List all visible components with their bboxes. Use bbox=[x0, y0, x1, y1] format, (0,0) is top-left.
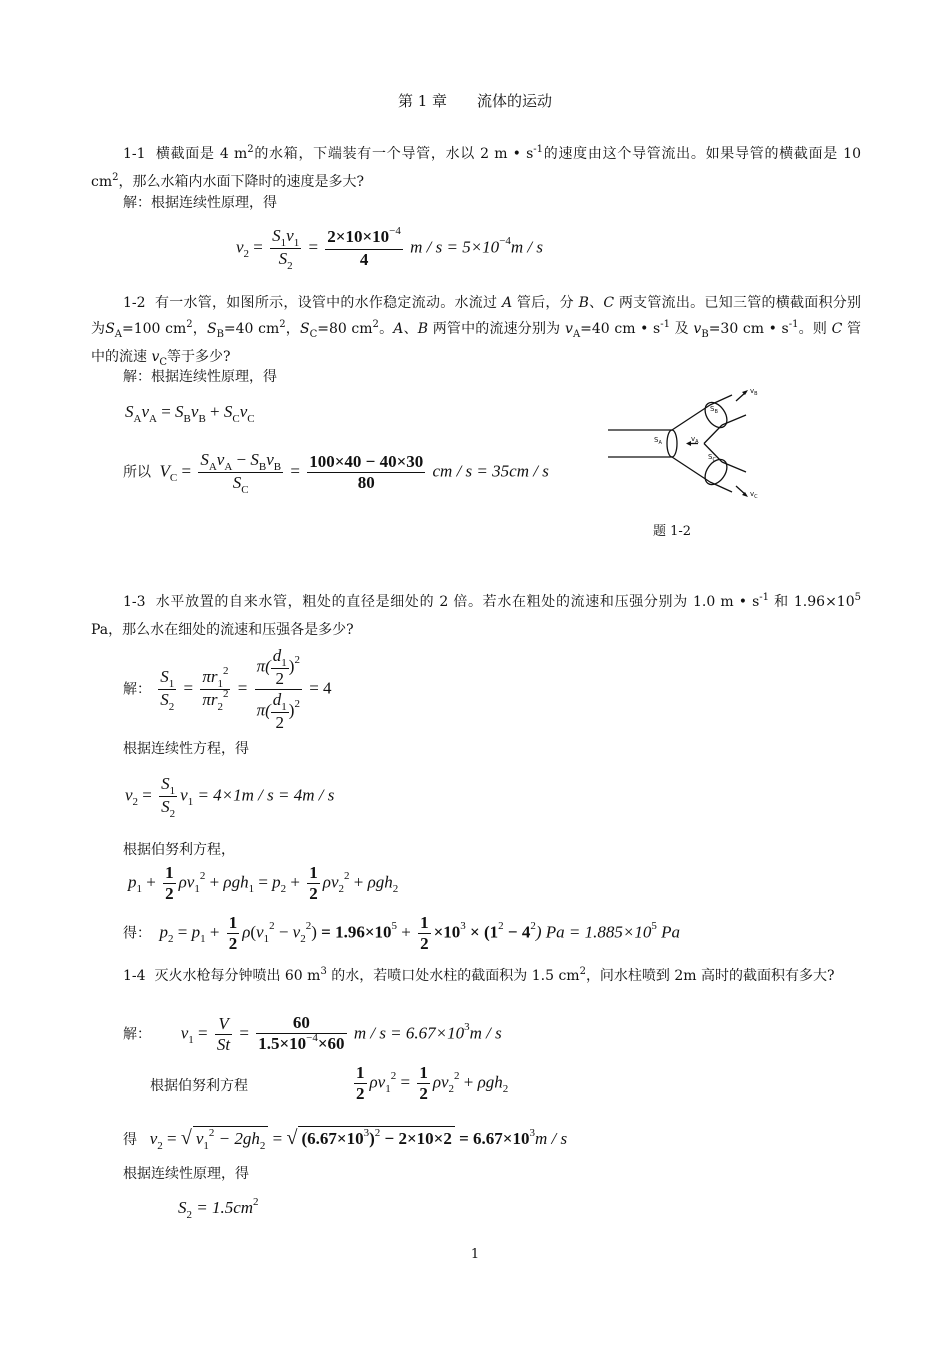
text-fragment: 2 bbox=[132, 796, 139, 809]
text-fragment: v bbox=[190, 402, 199, 421]
text-fragment: A bbox=[114, 329, 123, 340]
text-fragment: ， bbox=[285, 321, 300, 337]
text-fragment: = 4 bbox=[309, 678, 332, 698]
text-fragment: 5 bbox=[651, 920, 657, 933]
text-fragment: m / s bbox=[469, 1023, 502, 1043]
text-fragment: A bbox=[224, 461, 233, 473]
text-fragment: 2 bbox=[498, 920, 504, 933]
solution-label-1-2: 解：根据连续性原理，得 bbox=[123, 369, 277, 385]
text-fragment: = bbox=[156, 402, 176, 421]
text-fragment: 3 bbox=[464, 1021, 470, 1034]
continuity-label-1-4: 根据连续性原理，得 bbox=[123, 1166, 249, 1182]
text-fragment: ρ bbox=[369, 1072, 378, 1092]
text-fragment: A bbox=[572, 329, 581, 340]
text-fragment: C bbox=[169, 472, 178, 485]
text-fragment: =40 cm bbox=[223, 321, 280, 337]
text-fragment: v bbox=[151, 349, 160, 365]
text-fragment: 所以 bbox=[123, 464, 151, 481]
text-fragment: v bbox=[440, 1072, 449, 1092]
pipe-diagram bbox=[600, 383, 790, 501]
text-fragment: V bbox=[218, 1014, 229, 1033]
text-fragment: v bbox=[186, 872, 195, 892]
chapter-number: 第 1 章 bbox=[397, 92, 448, 110]
text-fragment: S bbox=[272, 226, 281, 245]
text-fragment: 2 bbox=[222, 688, 229, 700]
text-fragment: 2 bbox=[287, 260, 293, 272]
text-fragment: C bbox=[159, 357, 168, 368]
text-fragment: v bbox=[266, 450, 274, 469]
text-fragment: p bbox=[128, 872, 137, 892]
equation-1-6: $p_1$ + $\frac{1}{2}$ $\rho v_1^2 + \rho gh_1 = p_2$ + $\frac{1}{2}$ $\rho v_2^2 + \rho gh_2$ bbox=[128, 863, 399, 903]
text-fragment: C bbox=[247, 413, 255, 425]
text-fragment: 2 bbox=[420, 934, 429, 953]
text-fragment: B bbox=[701, 329, 709, 340]
text-fragment: B bbox=[198, 413, 206, 425]
text-fragment: =80 cm bbox=[317, 321, 373, 337]
text-fragment: d bbox=[272, 646, 282, 665]
text-fragment: 1.5×10 bbox=[258, 1034, 307, 1053]
text-fragment: 及 bbox=[669, 321, 694, 337]
text-fragment: S bbox=[161, 774, 170, 793]
text-fragment: π( bbox=[256, 700, 271, 720]
text-fragment: 2 bbox=[247, 144, 254, 155]
text-fragment: C bbox=[241, 484, 249, 496]
text-fragment: ，问水柱喷到 2m 高时的截面积有多大? bbox=[585, 968, 835, 984]
text-fragment: 2 bbox=[275, 713, 285, 732]
text-fragment: C bbox=[309, 329, 318, 340]
text-fragment: π( bbox=[256, 656, 271, 676]
problem-1-2 bbox=[91, 290, 861, 372]
text-fragment: ρgh bbox=[477, 1072, 503, 1092]
text-fragment: 管后，分 bbox=[516, 295, 574, 311]
text-fragment: 100×40 − 40×30 bbox=[309, 452, 424, 471]
text-fragment: ，那么水箱内水面下降时的速度是多大? bbox=[118, 174, 365, 190]
text-fragment: 60 bbox=[292, 1013, 310, 1032]
text-fragment: v bbox=[292, 922, 301, 942]
text-fragment: S bbox=[178, 1198, 187, 1217]
problem-1-4 bbox=[91, 963, 861, 991]
equation-1-7: 得： $p_2 = p_1$ + $\frac{1}{2}$ $\rho(v_1^2 - v_2^2) = 1.96\times 10^5$ + $\frac{1}{2}$ $\times 10^3 \times (1^2 - 4^2) Pa = 1.885\times 10^5$ Pa bbox=[123, 913, 680, 953]
text-fragment: 2 bbox=[300, 933, 306, 946]
text-fragment: V bbox=[159, 461, 170, 481]
text-fragment: v bbox=[330, 872, 339, 892]
text-fragment: 2 bbox=[280, 883, 287, 896]
text-fragment: 1 bbox=[200, 933, 206, 946]
text-fragment: 两支管流出。已知三管的横截面积分别为 bbox=[91, 295, 862, 337]
text-fragment: ) bbox=[369, 1129, 375, 1148]
text-fragment: ρ bbox=[242, 922, 251, 942]
equation-1-1: $v_2$ = $\frac{S_1v_1}{S_2}$ = $\frac{2\times 10\times 10^{-4}}{4}$ $m / s = 5\times 10^{-4}m / s$ bbox=[236, 225, 544, 272]
text-fragment: A bbox=[501, 295, 513, 311]
text-fragment: 2 bbox=[112, 172, 119, 183]
text-fragment: = 4×1m / s = 4m / s bbox=[193, 785, 335, 805]
text-fragment: ρ bbox=[322, 872, 331, 892]
text-fragment: d bbox=[272, 690, 282, 709]
chapter-name: 流体的运动 bbox=[477, 92, 553, 110]
text-fragment: 2 bbox=[392, 883, 399, 896]
text-fragment: -1 bbox=[759, 592, 770, 603]
text-fragment: 2 bbox=[186, 1209, 192, 1221]
text-fragment: −4 bbox=[306, 1032, 318, 1044]
text-fragment: B bbox=[578, 295, 589, 311]
text-fragment: 1 bbox=[420, 913, 429, 932]
text-fragment: 1 bbox=[169, 785, 176, 797]
text-fragment: A bbox=[208, 461, 217, 473]
text-fragment: 的水箱，下端装有一个导管，水以 2 m • s bbox=[253, 146, 534, 162]
text-fragment: cm / s = 35cm / s bbox=[432, 461, 549, 481]
text-fragment: − 2gh bbox=[214, 1129, 260, 1148]
text-fragment: 2 bbox=[199, 870, 206, 883]
text-fragment: − 2×10×2 bbox=[380, 1129, 452, 1148]
text-fragment: A bbox=[133, 413, 142, 425]
text-fragment: C bbox=[232, 413, 240, 425]
text-fragment: 2 bbox=[305, 920, 312, 933]
text-fragment: v bbox=[195, 1129, 204, 1148]
text-fragment: 1 bbox=[228, 913, 238, 932]
label-SC: $S_C$ bbox=[708, 453, 716, 463]
text-fragment: 2 bbox=[530, 920, 536, 933]
problem-1-3 bbox=[91, 589, 861, 643]
text-fragment: 2 bbox=[372, 319, 379, 330]
text-fragment: ×60 bbox=[317, 1034, 345, 1053]
problem-number: 1-3 bbox=[123, 594, 146, 610]
text-fragment: S bbox=[232, 473, 242, 492]
equation-1-9: $\frac{1}{2}$ $\rho v_1^2$ = $\frac{1}{2}$ $\rho v_2^2 + \rho gh_2$ bbox=[356, 1063, 509, 1103]
text-fragment: = 1.5cm bbox=[192, 1198, 254, 1217]
text-fragment: 1 bbox=[281, 657, 287, 669]
text-fragment: B bbox=[417, 321, 429, 337]
text-fragment: S bbox=[125, 402, 134, 421]
equation-1-10: 得 $v_2$ = √ $v_1^2 - 2gh_2$ = √ $(6.67\times 10^3)^2 - 2\times 10\times 2 = 6.67\times 10^3m / s$ bbox=[123, 1127, 568, 1152]
solution-label-1-1: 解：根据连续性原理，得 bbox=[123, 195, 277, 211]
text-fragment: v bbox=[236, 237, 244, 257]
text-fragment: 2 bbox=[390, 1070, 397, 1083]
text-fragment: 2 bbox=[217, 701, 223, 713]
text-fragment: m / s = 5×10 bbox=[410, 237, 500, 257]
text-fragment: 3 bbox=[320, 966, 327, 977]
text-fragment: =40 cm • s bbox=[580, 321, 661, 337]
equation-1-4: 解： $\frac{S_1}{S_2}$ = $\frac{\pi r_1^2}{\pi r_2^2}$ = π( $\frac{d_1}{2}$ )$^2$ π( $\frac{d_1}{2}$ )$^2$ = 4 bbox=[123, 646, 332, 732]
text-fragment: 1 bbox=[419, 1063, 428, 1082]
text-fragment: S bbox=[160, 667, 169, 686]
text-fragment: 1 bbox=[217, 678, 223, 690]
problem-number: 1-4 bbox=[123, 968, 146, 984]
text-fragment: A bbox=[149, 413, 157, 425]
text-fragment: 2 bbox=[168, 933, 174, 946]
figure-caption: 题 1-2 bbox=[653, 524, 692, 539]
text-fragment: 1 bbox=[188, 1034, 194, 1047]
text-fragment: C bbox=[831, 321, 843, 337]
text-fragment: p bbox=[159, 922, 168, 942]
text-fragment: S bbox=[223, 402, 233, 421]
text-fragment: 2 bbox=[454, 1070, 460, 1083]
text-fragment: 2 bbox=[502, 1083, 509, 1096]
text-fragment: 2 bbox=[374, 1127, 381, 1139]
text-fragment: 1 bbox=[309, 863, 318, 882]
text-fragment: Pa bbox=[656, 922, 680, 942]
text-fragment: 1 bbox=[293, 237, 300, 249]
text-fragment: 2 bbox=[294, 654, 300, 667]
text-fragment: B bbox=[216, 329, 224, 340]
text-fragment: ) bbox=[288, 700, 295, 720]
text-fragment: 。则 bbox=[798, 321, 828, 337]
text-fragment: v bbox=[256, 922, 264, 942]
label-vA: $v_A$ bbox=[691, 435, 699, 445]
text-fragment: 灭火水枪每分钟喷出 60 m bbox=[154, 968, 321, 984]
text-fragment: S bbox=[161, 797, 170, 816]
text-fragment: 有一水管，如图所示，设管中的水作稳定流动。水流过 bbox=[154, 295, 498, 311]
text-fragment: 1 bbox=[248, 883, 255, 896]
text-fragment: 1 bbox=[263, 933, 270, 946]
text-fragment: S bbox=[250, 450, 259, 469]
text-fragment: 1 bbox=[385, 1083, 391, 1096]
text-fragment: 1 bbox=[280, 237, 287, 249]
text-fragment: −4 bbox=[389, 225, 401, 237]
text-fragment: − 4 bbox=[503, 922, 531, 942]
text-fragment: 。 bbox=[378, 321, 394, 337]
text-fragment: v bbox=[693, 321, 702, 337]
text-fragment: 2 bbox=[222, 665, 229, 677]
text-fragment: 3 bbox=[363, 1127, 370, 1139]
chapter-title bbox=[0, 92, 950, 110]
text-fragment: m / s bbox=[534, 1129, 568, 1148]
text-fragment: S bbox=[299, 321, 310, 337]
text-fragment: 2 bbox=[208, 1127, 215, 1139]
problem-1-1 bbox=[91, 141, 861, 197]
text-fragment: 1 bbox=[165, 863, 174, 882]
text-fragment: S bbox=[206, 321, 217, 337]
text-fragment: 2 bbox=[186, 319, 193, 330]
text-fragment: 2 bbox=[279, 319, 286, 330]
text-fragment: 、 bbox=[403, 321, 418, 337]
text-fragment: 等于多少? bbox=[167, 349, 231, 365]
text-fragment: = 1.96×10 bbox=[321, 922, 392, 942]
text-fragment: v bbox=[286, 226, 294, 245]
text-fragment: 1 bbox=[136, 883, 142, 896]
text-fragment: ) Pa = 1.885×10 bbox=[535, 922, 652, 942]
continuity-label-1-3: 根据连续性方程，得 bbox=[123, 741, 249, 757]
text-fragment: v bbox=[141, 402, 149, 421]
text-fragment: 2 bbox=[168, 701, 175, 713]
problem-number: 1-1 bbox=[123, 146, 146, 162]
text-fragment: 横截面是 4 m bbox=[155, 146, 248, 162]
problem-number: 1-2 bbox=[123, 295, 146, 311]
text-fragment: 、 bbox=[588, 295, 604, 311]
text-fragment: p bbox=[191, 922, 201, 942]
text-fragment: 4 bbox=[359, 250, 369, 269]
text-fragment: 5 bbox=[854, 592, 861, 603]
text-fragment: 的水，若喷口处水柱的截面积为 1.5 cm bbox=[326, 968, 580, 984]
text-fragment: v bbox=[216, 450, 225, 469]
text-fragment: S bbox=[200, 450, 209, 469]
text-fragment: 解： bbox=[123, 681, 151, 698]
text-fragment: 2 bbox=[338, 883, 344, 896]
text-fragment: 3 bbox=[460, 920, 466, 933]
text-fragment: − bbox=[232, 450, 251, 469]
text-fragment: ×10 bbox=[433, 922, 461, 942]
text-fragment: 解： bbox=[123, 1026, 151, 1043]
text-fragment: 2 bbox=[228, 934, 238, 953]
text-fragment: 1 bbox=[168, 678, 175, 690]
text-fragment: (6.67×10 bbox=[301, 1129, 364, 1148]
text-fragment: ρgh bbox=[367, 872, 393, 892]
text-fragment: 2 bbox=[275, 669, 285, 688]
text-fragment: 2 bbox=[419, 1084, 428, 1103]
text-fragment: -1 bbox=[788, 319, 799, 330]
text-fragment: v bbox=[149, 1129, 158, 1148]
text-fragment: 2 bbox=[259, 1140, 266, 1152]
text-fragment: v bbox=[565, 321, 573, 337]
text-fragment: v bbox=[377, 1072, 386, 1092]
label-vC: $v_C$ bbox=[750, 490, 758, 500]
text-fragment: = 6.67×10 bbox=[454, 1129, 530, 1148]
text-fragment: B bbox=[258, 461, 267, 473]
text-fragment: 两管中的流速分别为 bbox=[432, 321, 561, 337]
text-fragment: ， bbox=[192, 321, 207, 337]
text-fragment: p bbox=[272, 872, 281, 892]
text-fragment: S bbox=[160, 690, 169, 709]
text-fragment: 和 1.96×10 bbox=[769, 594, 855, 610]
text-fragment: 80 bbox=[357, 473, 375, 492]
text-fragment: 2 bbox=[269, 920, 275, 933]
text-fragment: St bbox=[216, 1035, 231, 1054]
text-fragment: 得： bbox=[123, 925, 151, 942]
text-fragment: ) bbox=[288, 656, 295, 676]
label-SA: $S_A$ bbox=[654, 436, 662, 446]
text-fragment: + bbox=[205, 402, 224, 421]
text-fragment: ρ bbox=[178, 872, 187, 892]
text-fragment: ρ bbox=[432, 1072, 441, 1092]
text-fragment: C bbox=[603, 295, 615, 311]
text-fragment: v bbox=[239, 402, 248, 421]
text-fragment: 管中的流速 bbox=[91, 321, 862, 365]
text-fragment: πr bbox=[202, 690, 218, 709]
label-vB: $v_B$ bbox=[750, 387, 758, 397]
text-fragment: −4 bbox=[499, 235, 511, 248]
text-fragment: 2 bbox=[253, 1196, 259, 1208]
text-fragment: A bbox=[393, 321, 404, 337]
text-fragment: v bbox=[180, 1023, 189, 1043]
text-fragment: S bbox=[175, 402, 184, 421]
equation-1-3: 所以 $V_C$ = $\frac{S_Av_A - S_Bv_B}{S_C}$ = $\frac{100\times 40 - 40\times 30}{80}$ cm / s = 35cm / s bbox=[123, 450, 549, 496]
text-fragment: -1 bbox=[533, 144, 544, 155]
text-fragment: 得 bbox=[123, 1132, 137, 1148]
text-fragment: 1 bbox=[356, 1063, 365, 1082]
text-fragment: 2 bbox=[579, 966, 586, 977]
text-fragment: S bbox=[278, 249, 288, 268]
text-fragment: × (1 bbox=[465, 922, 499, 942]
text-fragment: 2 bbox=[294, 698, 300, 711]
text-fragment: Pa，那么水在细处的流速和压强各是多少? bbox=[91, 622, 354, 638]
text-fragment: -1 bbox=[660, 319, 670, 330]
text-fragment: v bbox=[180, 785, 188, 805]
text-fragment: m / s bbox=[510, 237, 544, 257]
text-fragment: B bbox=[273, 461, 282, 473]
text-fragment: 的速度由这个导管流出。如果导管的横截面是 10 cm bbox=[91, 146, 861, 190]
text-fragment: v bbox=[125, 785, 133, 805]
equation-1-2 bbox=[125, 402, 255, 425]
equation-1-8: 解： $v_1$ = $\frac{V}{St}$ = $\frac{60}{1.5\times 10^{-4}\times 60}$ $m / s = 6.67\times 10^3m / s$ bbox=[123, 1013, 502, 1054]
text-fragment: 1 bbox=[194, 883, 200, 896]
text-fragment: 2×10×10 bbox=[327, 227, 390, 246]
equation-1-5: $v_2$ = $\frac{S_1}{S_2}$ $v_1 = 4\times 1m / s = 4m / s$ bbox=[125, 774, 335, 820]
text-fragment: =30 cm • s bbox=[708, 321, 789, 337]
bernoulli-label-1-4: 根据伯努利方程 bbox=[150, 1078, 248, 1094]
text-fragment: 1 bbox=[187, 796, 194, 809]
page-number: 1 bbox=[470, 1247, 480, 1262]
text-fragment: 2 bbox=[356, 1084, 365, 1103]
text-fragment: 2 bbox=[157, 1140, 163, 1152]
equation-1-11 bbox=[178, 1196, 259, 1221]
text-fragment: + bbox=[397, 922, 416, 942]
text-fragment: 1 bbox=[281, 701, 287, 713]
text-fragment: B bbox=[183, 413, 191, 425]
text-fragment: =100 cm bbox=[122, 321, 187, 337]
label-SB: $S_B$ bbox=[710, 405, 718, 415]
text-fragment: 2 bbox=[165, 884, 174, 903]
text-fragment: 2 bbox=[448, 1083, 455, 1096]
text-fragment: 2 bbox=[343, 870, 350, 883]
text-fragment: 2 bbox=[169, 808, 176, 820]
text-fragment: 3 bbox=[529, 1127, 535, 1139]
text-fragment: ρgh bbox=[223, 872, 249, 892]
text-fragment: 1 bbox=[203, 1140, 209, 1152]
text-fragment: 5 bbox=[391, 920, 398, 933]
text-fragment: 2 bbox=[309, 884, 318, 903]
text-fragment: 水平放置的自来水管，粗处的直径是细处的 2 倍。若水在粗处的流速和压强分别为 1.0 m • s bbox=[155, 594, 760, 610]
text-fragment: S bbox=[105, 321, 115, 337]
text-fragment: 2 bbox=[243, 248, 250, 261]
bernoulli-label-1-3: 根据伯努利方程， bbox=[123, 842, 235, 858]
text-fragment: m / s = 6.67×10 bbox=[353, 1023, 465, 1043]
text-fragment: πr bbox=[202, 667, 218, 686]
